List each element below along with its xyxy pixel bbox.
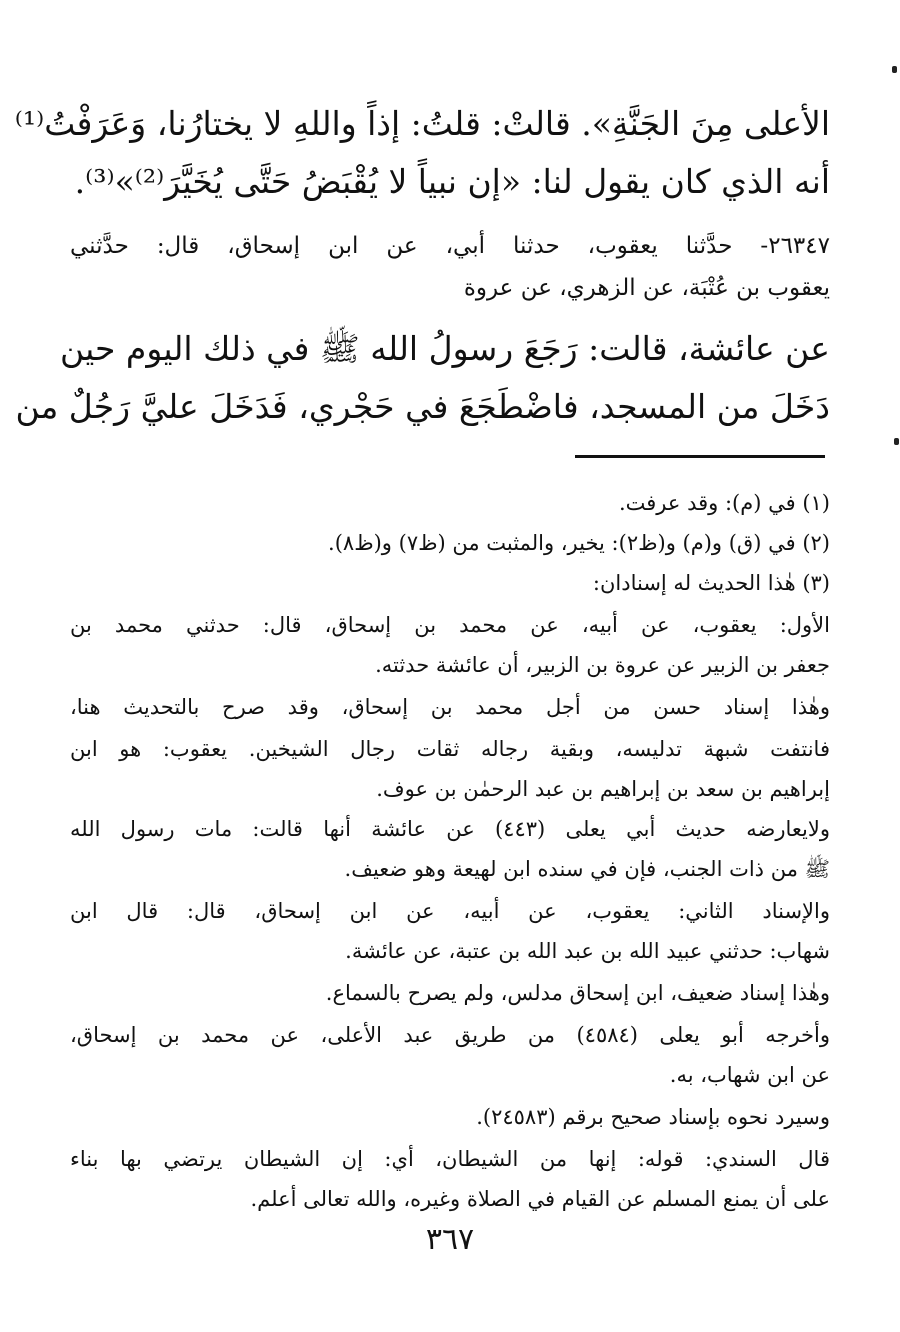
scan-mark [894, 438, 899, 445]
footnote-2: (٢) في (ق) و(م) و(ظ٢): يخير، والمثبت من (ظ٧) و(ظ٨). [328, 531, 830, 555]
main-text-line-2: أنه الذي كان يقول لنا: «إن نبياً لا يُقْبَضُ حَتَّى يُخَيَّرَ⁽²⁾»⁽³⁾. [74, 162, 830, 201]
footnote-line: وسيرد نحوه بإسناد صحيح برقم (٢٤٥٨٣). [476, 1105, 830, 1129]
page-number: ٣٦٧ [425, 1222, 475, 1257]
footnote-line: فانتفت شبهة تدليسه، وبقية رجاله ثقات رجال الشيخين. يعقوب: هو ابن [70, 737, 830, 761]
scan-mark [892, 66, 897, 73]
hadith-chain-line-1: ٢٦٣٤٧- حدَّثنا يعقوب، حدثنا أبي، عن ابن إسحاق، قال: حدَّثني [70, 233, 830, 259]
footnote-line: ﷺ من ذات الجنب، فإن في سنده ابن لهيعة وهو ضعيف. [344, 857, 830, 881]
footnote-line: وهٰذا إسناد حسن من أجل محمد بن إسحاق، وقد صرح بالتحديث هنا، [70, 695, 830, 719]
footnote-line: قال السندي: قوله: إنها من الشيطان، أي: إن الشيطان يرتضي بها بناء [70, 1147, 830, 1171]
footnote-line: ولايعارضه حديث أبي يعلى (٤٤٣) عن عائشة أنها قالت: مات رسول الله [70, 817, 830, 841]
main-text-line-3: عن عائشة، قالت: رَجَعَ رسولُ الله ﷺ في ذلك اليوم حين [59, 329, 830, 368]
footnote-line: إبراهيم بن سعد بن إبراهيم بن عبد الرحمٰن بن عوف. [376, 777, 830, 801]
footnote-line: الأول: يعقوب، عن أبيه، عن محمد بن إسحاق، قال: حدثني محمد بن [70, 613, 830, 637]
footnote-line: عن ابن شهاب، به. [669, 1063, 830, 1087]
footnote-line: والإسناد الثاني: يعقوب، عن أبيه، عن ابن إسحاق، قال: قال ابن [70, 899, 830, 923]
main-text-line-1: الأعلى مِنَ الجَنَّةِ». قالتْ: قلتُ: إذاً واللهِ لا يختارُنا، وَعَرَفْتُ⁽¹⁾ [14, 104, 830, 143]
footnote-3: (٣) هٰذا الحديث له إسنادان: [592, 571, 830, 595]
footnote-divider [575, 455, 825, 458]
footnote-line: وأخرجه أبو يعلى (٤٥٨٤) من طريق عبد الأعلى، عن محمد بن إسحاق، [70, 1023, 830, 1047]
footnote-line: على أن يمنع المسلم عن القيام في الصلاة وغيره، والله تعالى أعلم. [250, 1187, 830, 1211]
footnote-1: (١) في (م): وقد عرفت. [618, 491, 830, 515]
footnote-line: شهاب: حدثني عبيد الله بن عبد الله بن عتبة، عن عائشة. [345, 939, 830, 963]
hadith-chain-line-2: يعقوب بن عُتْبَة، عن الزهري، عن عروة [463, 275, 830, 301]
main-text-line-4: دَخَلَ من المسجد، فاضْطَجَعَ في حَجْري، فَدَخَلَ عليَّ رَجُلٌ من [15, 387, 830, 426]
footnote-line: وهٰذا إسناد ضعيف، ابن إسحاق مدلس، ولم يصرح بالسماع. [325, 981, 830, 1005]
footnote-line: جعفر بن الزبير عن عروة بن الزبير، أن عائشة حدثته. [375, 653, 830, 677]
